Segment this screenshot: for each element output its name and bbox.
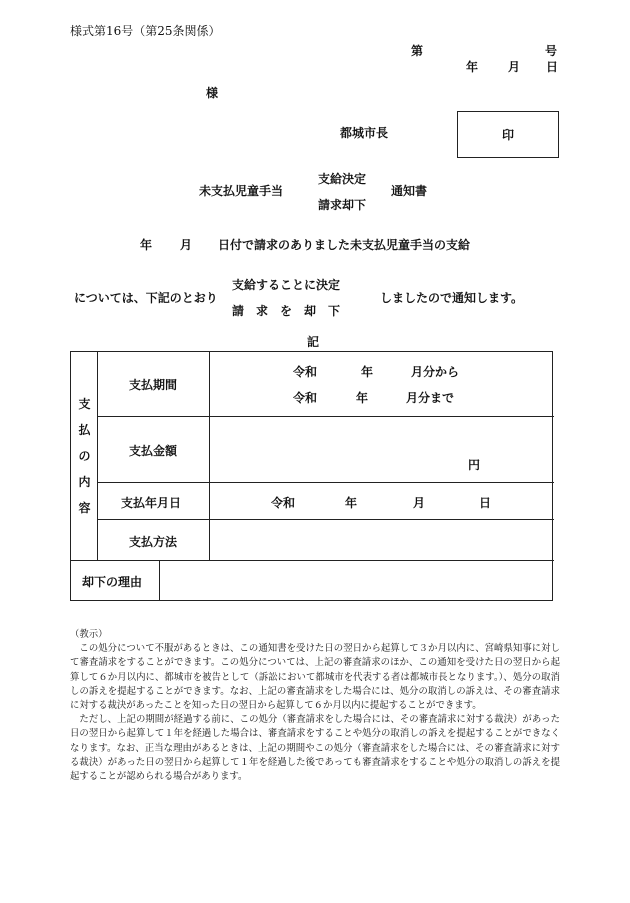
body-line1: 日付で請求のありました未支払児童手当の支給 [218, 238, 471, 252]
payment-table [70, 351, 553, 601]
period-from-month: 月分から [411, 365, 460, 379]
payment-date-year: 年 [345, 496, 358, 510]
period-from-year: 年 [361, 365, 374, 379]
reject-reason-label: 却下の理由 [82, 575, 143, 589]
ki-label: 記 [307, 335, 320, 349]
payment-content-label [71, 352, 98, 560]
body-line2-prefix: については、下記のとおり [74, 291, 218, 305]
payment-method-label: 支払方法 [129, 535, 178, 549]
amount-label: 支払金額 [129, 444, 178, 458]
title-left: 未支払児童手当 [199, 184, 284, 198]
period-label: 支払期間 [129, 378, 178, 392]
instruction-notes [70, 628, 560, 784]
form-number: 様式第16号（第25条関係） [70, 24, 221, 38]
seal-label: 印 [501, 128, 514, 142]
body-line2-suffix: しましたので通知します。 [380, 291, 524, 305]
date-day: 日 [546, 60, 559, 74]
period-to-era: 令和 [293, 391, 318, 405]
table-divider [97, 482, 554, 483]
title-option-reject: 請求却下 [318, 198, 367, 212]
vertical-char: 容 [78, 501, 91, 515]
table-divider [209, 352, 210, 560]
body-month: 月 [180, 238, 193, 252]
doc-number-suffix: 号 [545, 44, 558, 58]
amount-unit: 円 [468, 458, 481, 472]
payment-date-label: 支払年月日 [121, 496, 182, 510]
payment-date-month: 月 [413, 496, 426, 510]
date-month: 月 [508, 60, 521, 74]
title-option-approve: 支給決定 [318, 172, 367, 186]
issuer-name: 都城市長 [340, 126, 389, 140]
notes-heading: （教示） [70, 629, 108, 640]
table-divider [97, 519, 554, 520]
body-option-reject: 請 求 を 却 下 [232, 304, 341, 318]
body-option-approve: 支給することに決定 [232, 278, 341, 292]
period-to-year: 年 [356, 391, 369, 405]
notes-paragraph-1: この処分について不服があるときは、この通知書を受けた日の翌日から起算して３か月以内に、宮崎県知事に対して審査請求をすることができます。この処分については、上記の審査請求のほか、この通知を受けた日の翌日から起算して６か月以内に、都城市を被告として（訴訟において都城市を代表する者は都城市長となります。）、処分の取消しの訴えを提起することができます。なお、上記の審査請求をした場合には、処分の取消しの訴えは、その審査請求に対する裁決があったことを知った日の翌日から起算して６か月以内に提起することができます。 [70, 643, 560, 712]
payment-date-era: 令和 [271, 496, 296, 510]
doc-number-prefix: 第 [411, 44, 424, 58]
notes-paragraph-2: ただし、上記の期間が経過する前に、この処分（審査請求をした場合には、その審査請求に対する裁決）があった日の翌日から起算して１年を経過した場合は、審査請求をすることや処分の取消しの訴えを提起することができなくなります。なお、正当な理由があるときは、上記の期間やこの処分（審査請求をした場合には、その審査請求に対する裁決）があった日の翌日から起算して１年を経過した後であっても審査請求をすることや処分の取消しの訴えを提起することが認められる場合があります。 [70, 714, 560, 783]
table-divider [159, 560, 160, 601]
period-to-month: 月分まで [406, 391, 455, 405]
table-divider [97, 416, 554, 417]
addressee-honorific: 様 [206, 86, 219, 100]
vertical-char: 払 [78, 423, 91, 437]
title-right: 通知書 [391, 184, 428, 198]
table-divider [71, 560, 554, 561]
period-from-era: 令和 [293, 365, 318, 379]
vertical-char: 内 [78, 475, 91, 489]
vertical-char: の [78, 449, 91, 463]
payment-date-day: 日 [479, 496, 492, 510]
seal-box [457, 111, 559, 158]
date-year: 年 [466, 60, 479, 74]
body-year: 年 [140, 238, 153, 252]
vertical-char: 支 [78, 397, 91, 411]
